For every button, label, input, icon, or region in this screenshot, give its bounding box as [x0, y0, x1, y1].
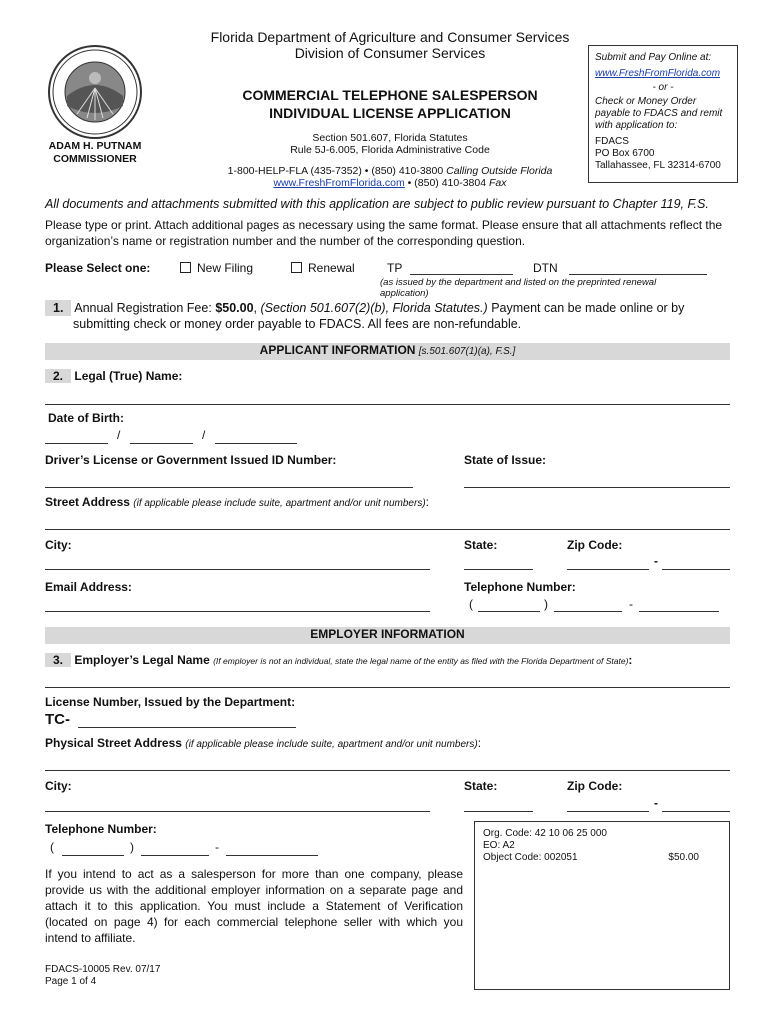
question-number-1: 1. — [45, 300, 71, 316]
dob-year-field[interactable] — [215, 443, 297, 444]
employer-name-field[interactable] — [45, 687, 730, 688]
employer-zip-ext-field[interactable] — [662, 811, 730, 812]
rule-citation: Rule 5J-6.005, Florida Administrative Code — [290, 144, 490, 156]
select-label: Please Select one: — [45, 261, 151, 275]
question-number-3: 3. — [45, 653, 71, 667]
object-code: Object Code: 002051 — [483, 852, 578, 863]
zip-label: Zip Code: — [567, 538, 623, 552]
office-use-box — [474, 821, 730, 990]
public-record-notice: All documents and attachments submitted with this application are subject to public review pursuant to Chapter 119, F.S. — [45, 197, 709, 211]
phone-line: 1-800-HELP-FLA (435-7352) • (850) 410-3800 Calling Outside Florida — [227, 165, 553, 177]
state-label: State: — [464, 538, 498, 552]
id-number-label: Driver’s License or Government Issued ID Number: — [45, 453, 337, 467]
license-number-field[interactable] — [78, 727, 296, 728]
zip-ext-field[interactable] — [662, 569, 730, 570]
website-fax-line: www.FreshFromFlorida.com • (850) 410-3804 Fax — [273, 177, 507, 189]
check-text: Check or Money Order payable to FDACS and remit with application to: — [595, 96, 723, 131]
form-title-line2: INDIVIDUAL LICENSE APPLICATION — [269, 105, 511, 121]
statute-citation: Section 501.607, Florida Statutes — [312, 132, 468, 144]
phone-prefix-field[interactable] — [554, 611, 622, 612]
phone-area-field[interactable] — [478, 611, 540, 612]
telephone-label: Telephone Number: — [464, 580, 576, 594]
employer-phone-area-field[interactable] — [62, 855, 124, 856]
fdacs-seal — [47, 44, 143, 140]
tc-prefix: TC- — [45, 711, 70, 728]
question-number-2: 2. — [45, 369, 71, 383]
commissioner-title: COMMISSIONER — [53, 153, 137, 165]
city-field[interactable] — [45, 569, 430, 570]
state-of-issue-field[interactable] — [464, 487, 730, 488]
state-field[interactable] — [464, 569, 533, 570]
dob-day-field[interactable] — [130, 443, 193, 444]
additional-employer-note: If you intend to act as a salesperson for more than one company, please provide us with the additional employer information on a separate page and attach it to this application. You must include a Statement of Verification (located on page 4) for each commercial telephone seller with which you intend to affiliate. — [45, 867, 463, 945]
employer-city-label: City: — [45, 779, 72, 793]
employer-state-field[interactable] — [464, 811, 533, 812]
street-address-field[interactable] — [45, 529, 730, 530]
license-number-label: License Number, Issued by the Department: — [45, 695, 296, 709]
id-number-field[interactable] — [45, 487, 413, 488]
new-filing-option[interactable]: New Filing — [180, 261, 253, 275]
applicant-info-bar: APPLICANT INFORMATION [s.501.607(1)(a), F.S.] — [45, 343, 730, 360]
physical-address-label: Physical Street Address (if applicable please include suite, apartment and/or unit numbers): — [45, 736, 482, 750]
renewal-checkbox[interactable] — [291, 262, 302, 273]
form-number: FDACS-10005 Rev. 07/17 — [45, 964, 161, 975]
submit-online-text: Submit and Pay Online at: — [595, 52, 712, 63]
tp-field[interactable] — [410, 274, 513, 275]
legal-name-label: 2. Legal (True) Name: — [45, 369, 182, 383]
email-label: Email Address: — [45, 580, 132, 594]
zip-field[interactable] — [567, 569, 649, 570]
employer-city-field[interactable] — [45, 811, 430, 812]
applicant-info-heading: APPLICANT INFORMATION — [259, 343, 416, 357]
footer — [45, 964, 160, 988]
street-address-label: Street Address (if applicable please include suite, apartment and/or unit numbers): — [45, 495, 429, 509]
employer-telephone-label: Telephone Number: — [45, 822, 157, 836]
dob-label: Date of Birth: — [48, 411, 124, 425]
physical-address-field[interactable] — [45, 770, 730, 771]
org-code: Org. Code: 42 10 06 25 000 — [483, 828, 607, 839]
employer-state-label: State: — [464, 779, 498, 793]
renewal-note: (as issued by the department and listed on the preprinted renewal application) — [380, 277, 657, 299]
tp-label: TP — [387, 261, 403, 275]
dob-month-field[interactable] — [45, 443, 108, 444]
renewal-option[interactable]: Renewal — [291, 261, 355, 275]
dtn-label: DTN — [533, 261, 558, 275]
mail-address-line1: FDACS — [595, 136, 629, 147]
eo-code: EO: A2 — [483, 840, 515, 851]
fee-section: 1. Annual Registration Fee: $50.00, (Section 501.607(2)(b), Florida Statutes.) Payment can be made online or by submitting check or money order payable to FDACS. All fees are non-refundable. — [45, 300, 735, 332]
payment-box — [588, 45, 738, 183]
phone-line-field[interactable] — [639, 611, 719, 612]
employer-name-label: 3. Employer’s Legal Name (If employer is not an individual, state the legal name of the entity as filed with the Florida Department of State): — [45, 653, 735, 667]
employer-phone-line-field[interactable] — [226, 855, 318, 856]
state-of-issue-label: State of Issue: — [464, 453, 547, 467]
office-amount: $50.00 — [668, 852, 699, 863]
new-filing-checkbox[interactable] — [180, 262, 191, 273]
page-number: Page 1 of 4 — [45, 976, 97, 987]
email-field[interactable] — [45, 611, 430, 612]
or-text: - or - — [652, 82, 674, 93]
instructions-text: Please type or print. Attach additional pages as necessary using the same format. Please ensure that all attachments reflect the organization’s name or registration number and the number of the corresponding question. — [45, 218, 723, 248]
employer-zip-field[interactable] — [567, 811, 649, 812]
employer-phone-prefix-field[interactable] — [141, 855, 209, 856]
website-link[interactable]: www.FreshFromFlorida.com — [273, 177, 405, 189]
department-name: Florida Department of Agriculture and Consumer Services — [210, 29, 570, 45]
mail-address-line2: PO Box 6700 — [595, 148, 655, 159]
form-title-line1: COMMERCIAL TELEPHONE SALESPERSON — [242, 87, 538, 103]
employer-zip-label: Zip Code: — [567, 779, 623, 793]
dtn-field[interactable] — [569, 274, 707, 275]
city-label: City: — [45, 538, 72, 552]
division-name: Division of Consumer Services — [294, 45, 486, 61]
object-code-row — [483, 852, 721, 864]
mail-address-line3: Tallahassee, FL 32314-6700 — [595, 160, 721, 171]
fee-amount: $50.00 — [215, 301, 254, 315]
commissioner-name: ADAM H. PUTNAM — [48, 140, 142, 152]
legal-name-field[interactable] — [45, 404, 730, 405]
employer-info-heading: EMPLOYER INFORMATION — [45, 627, 730, 644]
payment-website-link[interactable]: www.FreshFromFlorida.com — [595, 68, 721, 79]
